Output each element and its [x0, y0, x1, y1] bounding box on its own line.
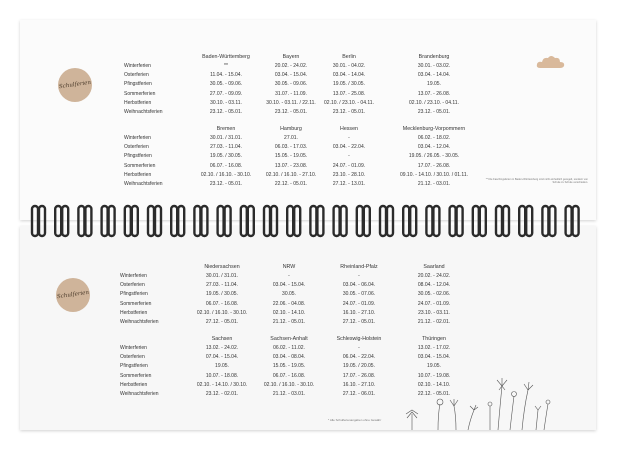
- state-column: Mecklenburg-Vorpommern 06.02. - 18.02. 03.04. - 12.04. 19.05. / 26.05. - 30.05. 17.07. - 26.08. 09.10. - 14.10. / 30.10. / 01.11. 21.12. - 03.01.: [399, 126, 468, 187]
- state-column: NRW - 03.04. - 15.04. 30.05. 22.06. - 04.08. 02.10. - 14.10. 21.12. - 05.01.: [272, 264, 306, 325]
- spiral-ring: [218, 206, 231, 236]
- row-labels-top2: Winterferien Osterferien Pfingstferien Sommerferien Herbstferien Weihnachtsferien: [124, 135, 163, 187]
- state-column: Berlin 30.01. - 04.02. 03.04. - 14.04. 19.05. / 30.05. 13.07. - 25.08. 02.10. / 23.10. - 04.11. 23.12. - 05.01.: [324, 54, 374, 115]
- schulferien-stamp: Schulferien: [58, 68, 92, 102]
- spiral-ring: [519, 206, 532, 236]
- state-column: Bremen 30.01. / 31.01. 27.03. - 11.04. 19.05. / 30.05. 06.07. - 16.08. 02.10. / 16.10. - 30.10. 23.12. - 05.01.: [200, 126, 252, 187]
- spiral-ring: [310, 206, 323, 236]
- state-column: Bayern 20.02. - 24.02. 03.04. - 15.04. 30.05. - 09.06. 31.07. - 11.09. 30.10. - 03.11. / 22.11. 23.12. - 05.01.: [266, 54, 316, 115]
- spiral-ring: [287, 206, 300, 236]
- spiral-ring: [264, 206, 277, 236]
- spiral-ring: [55, 206, 68, 236]
- spiral-ring: [450, 206, 463, 236]
- spiral-ring: [32, 206, 45, 236]
- spiral-ring: [148, 206, 161, 236]
- spiral-ring: [102, 206, 115, 236]
- row-labels-top1: Winterferien Osterferien Pfingstferien Sommerferien Herbstferien Weihnachtsferien: [124, 63, 163, 115]
- spiral-ring: [566, 206, 579, 236]
- state-column: Schleswig-Holstein - 06.04. - 22.04. 19.05. / 20.05. 17.07. - 26.08. 16.10. - 27.10. 27.12. - 06.01.: [336, 336, 382, 397]
- spiral-ring: [473, 206, 486, 236]
- spiral-ring: [78, 206, 91, 236]
- state-column: Niedersachsen 30.01. / 31.01. 27.03. - 11.04. 19.05. / 30.05. 06.07. - 16.08. 02.10. / 16.10. - 30.10. 27.12. - 05.01.: [196, 264, 248, 325]
- state-column: Brandenburg 30.01. - 03.02. 03.04. - 14.04. 19.05. 13.07. - 26.08. 02.10. / 23.10. - 04.11. 23.12. - 05.01.: [409, 54, 459, 115]
- footnote-bottom: * Alle Schulferienangaben ohne Gewähr: [328, 418, 382, 422]
- footnote-top: ** Die Faschingsferien in Baden-Württemberg sind nicht einheitlich geregelt, sondern von Schule zu Schule verschieden.: [485, 178, 588, 185]
- state-column: Rheinland-Pfalz - 03.04. - 06.04. 30.05. - 07.06. 24.07. - 01.09. 16.10. - 27.10. 27.12. - 05.01.: [340, 264, 378, 325]
- spiral-ring: [496, 206, 509, 236]
- spiral-ring: [171, 206, 184, 236]
- dandelion-flowers-illustration: [398, 366, 558, 430]
- state-column: Hamburg 27.01. 06.03. - 17.03. 15.05. - 19.05. 13.07. - 23.08. 02.10. / 16.10. - 27.10. 22.12. - 05.01.: [265, 126, 317, 187]
- spiral-ring: [426, 206, 439, 236]
- row-labels-bottom1: Winterferien Osterferien Pfingstferien Sommerferien Herbstferien Weihnachtsferien: [120, 273, 159, 325]
- state-column: Saarland 20.02. - 24.02. 08.04. - 12.04. 30.05. - 02.06. 24.07. - 01.09. 23.10. - 03.11. 21.12. - 02.01.: [417, 264, 451, 325]
- spiral-ring: [194, 206, 207, 236]
- state-column: Sachsen 13.02. - 24.02. 07.04. - 15.04. 19.05. 10.07. - 18.08. 02.10. - 14.10. / 30.10. 23.12. - 02.01.: [196, 336, 248, 397]
- spiral-ring: [125, 206, 138, 236]
- spiral-ring: [542, 206, 555, 236]
- state-column: Baden-Württemberg ** 11.04. - 15.04. 30.05. - 09.06. 27.07. - 09.09. 30.10. - 03.11. 23.12. - 05.01.: [202, 54, 250, 115]
- calendar-page-top: [20, 20, 596, 220]
- spiral-ring: [241, 206, 254, 236]
- cloud-icon: [536, 54, 566, 70]
- state-column: Thüringen 13.02. - 17.02. 03.04. - 15.04. 19.05. 10.07. - 19.08. 02.10. - 14.10. 22.12. - 05.01.: [417, 336, 451, 397]
- state-column: Sachsen-Anhalt 06.02. - 11.02. 03.04. - 08.04. 15.05. - 19.05. 06.07. - 16.08. 02.10. / 16.10. - 30.10. 21.12. - 03.01.: [263, 336, 315, 397]
- calendar-page-bottom: [20, 226, 596, 430]
- state-column: Hessen - 03.04. - 22.04. - 24.07. - 01.09. 23.10. - 28.10. 27.12. - 13.01.: [332, 126, 366, 187]
- spiral-binding: [20, 200, 596, 242]
- spiral-ring: [380, 206, 393, 236]
- spiral-ring: [403, 206, 416, 236]
- schulferien-stamp: Schulferien: [56, 278, 90, 312]
- spiral-ring: [357, 206, 370, 236]
- spiral-ring: [334, 206, 347, 236]
- row-labels-bottom2: Winterferien Osterferien Pfingstferien Sommerferien Herbstferien Weihnachtsferien: [120, 345, 159, 397]
